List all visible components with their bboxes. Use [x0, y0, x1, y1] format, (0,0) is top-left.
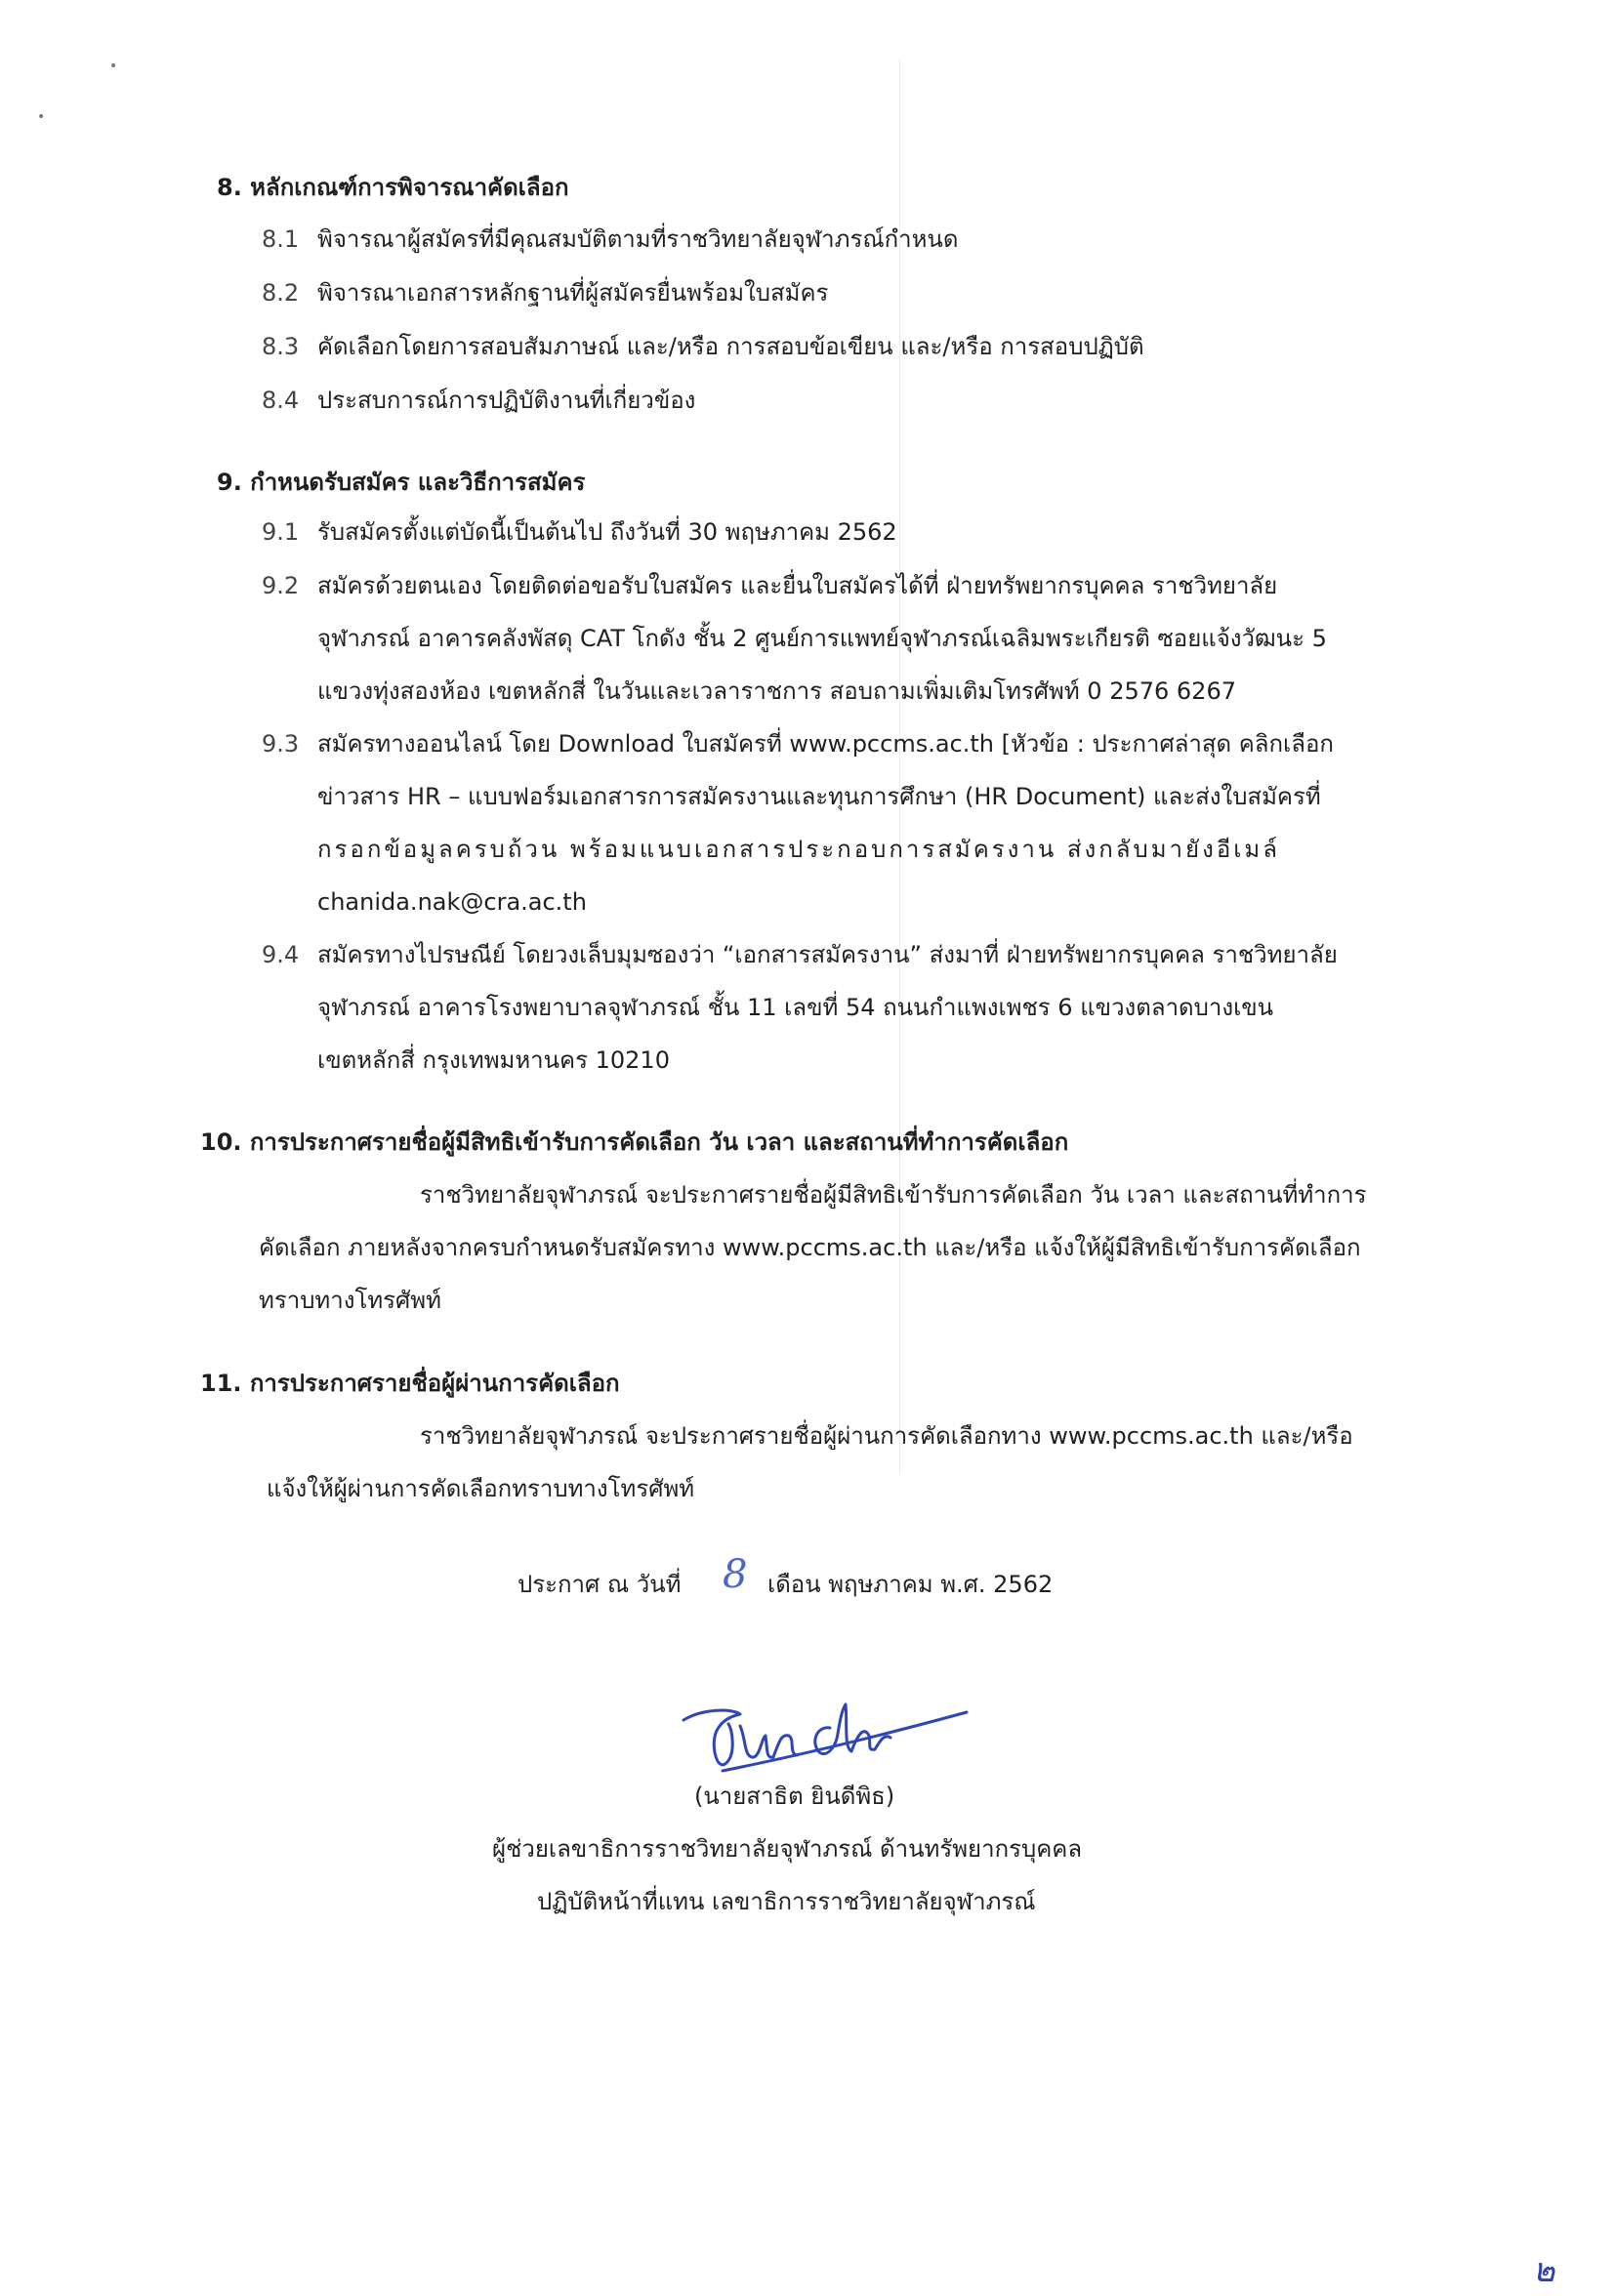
item-9-4-line-1: สมัครทางไปรษณีย์ โดยวงเล็บมุมซองว่า “เอกสารสมัครงาน” ส่งมาที่ ฝ่ายทรัพยากรบุคคล ราชวิทยาลัย	[317, 941, 1338, 968]
item-9-1-number: 9.1	[262, 518, 300, 546]
item-9-4-line-2: จุฬาภรณ์ อาคารโรงพยาบาลจุฬาภรณ์ ชั้น 11 เลขที่ 54 ถนนกำแพงเพชร 6 แขวงตลาดบางเขน	[317, 994, 1274, 1021]
item-8-2-number: 8.2	[262, 279, 300, 307]
item-9-2-number: 9.2	[262, 572, 300, 599]
item-9-3-email: chanida.nak@cra.ac.th	[317, 888, 587, 916]
section-10-heading: 10. การประกาศรายชื่อผู้มีสิทธิเข้ารับการคัดเลือก วัน เวลา และสถานที่ทำการคัดเลือก	[200, 1128, 1069, 1156]
item-9-3-line-3: กรอกข้อมูลครบถ้วน พร้อมแนบเอกสารประกอบการสมัครงาน ส่งกลับมายังอีเมล์	[317, 836, 1280, 863]
signatory-name: (นายสาธิต ยินดีพิธ)	[694, 1783, 895, 1810]
item-8-3-number: 8.3	[262, 333, 300, 360]
scan-speck: •	[109, 59, 118, 74]
section-11-line-1: ราชวิทยาลัยจุฬาภรณ์ จะประกาศรายชื่อผู้ผ่านการคัดเลือกทาง www.pccms.ac.th และ/หรือ	[420, 1422, 1353, 1450]
item-9-3-number: 9.3	[262, 730, 300, 758]
signature-image	[664, 1679, 986, 1786]
item-9-2-line-2: จุฬาภรณ์ อาคารคลังพัสดุ CAT โกดัง ชั้น 2 ศูนย์การแพทย์จุฬาภรณ์เฉลิมพระเกียรติ ซอยแจ้งวัฒนะ 5	[317, 625, 1327, 652]
announcement-day-handwritten: 8	[723, 1552, 748, 1597]
section-8-heading: 8. หลักเกณฑ์การพิจารณาคัดเลือก	[217, 174, 569, 201]
section-11-line-2: แจ้งให้ผู้ผ่านการคัดเลือกทราบทางโทรศัพท์	[267, 1475, 695, 1502]
item-9-1-text: รับสมัครตั้งแต่บัดนี้เป็นต้นไป ถึงวันที่ 30 พฤษภาคม 2562	[317, 518, 897, 546]
item-8-4-text: ประสบการณ์การปฏิบัติงานที่เกี่ยวข้อง	[317, 387, 696, 414]
section-9-heading: 9. กำหนดรับสมัคร และวิธีการสมัคร	[217, 469, 586, 496]
item-9-3-line-2: ข่าวสาร HR – แบบฟอร์มเอกสารการสมัครงานและทุนการศึกษา (HR Document) และส่งใบสมัครที่	[317, 783, 1321, 810]
announcement-suffix: เดือน พฤษภาคม พ.ศ. 2562	[767, 1571, 1054, 1598]
item-8-2-text: พิจารณาเอกสารหลักฐานที่ผู้สมัครยื่นพร้อมใบสมัคร	[317, 279, 829, 307]
page-number-handwritten: ๒	[1533, 2251, 1555, 2290]
announcement-prefix: ประกาศ ณ วันที่	[518, 1571, 682, 1598]
item-8-4-number: 8.4	[262, 387, 300, 414]
item-9-2-line-1: สมัครด้วยตนเอง โดยติดต่อขอรับใบสมัคร และยื่นใบสมัครได้ที่ ฝ่ายทรัพยากรบุคคล ราชวิทยาลัย	[317, 572, 1278, 599]
item-9-2-line-3: แขวงทุ่งสองห้อง เขตหลักสี่ ในวันและเวลาราชการ สอบถามเพิ่มเติมโทรศัพท์ 0 2576 6267	[317, 677, 1236, 705]
item-8-1-text: พิจารณาผู้สมัครที่มีคุณสมบัติตามที่ราชวิทยาลัยจุฬาภรณ์กำหนด	[317, 226, 959, 253]
item-8-3-text: คัดเลือกโดยการสอบสัมภาษณ์ และ/หรือ การสอบข้อเขียน และ/หรือ การสอบปฏิบัติ	[317, 333, 1144, 360]
section-10-line-3: ทราบทางโทรศัพท์	[259, 1287, 441, 1314]
section-10-line-1: ราชวิทยาลัยจุฬาภรณ์ จะประกาศรายชื่อผู้มีสิทธิเข้ารับการคัดเลือก วัน เวลา และสถานที่ทำการ	[420, 1181, 1367, 1209]
item-9-4-number: 9.4	[262, 941, 300, 968]
section-11-heading: 11. การประกาศรายชื่อผู้ผ่านการคัดเลือก	[200, 1370, 620, 1397]
scan-speck: •	[37, 109, 46, 125]
signatory-position-1: ผู้ช่วยเลขาธิการราชวิทยาลัยจุฬาภรณ์ ด้านทรัพยากรบุคคล	[492, 1835, 1083, 1863]
section-10-line-2: คัดเลือก ภายหลังจากครบกำหนดรับสมัครทาง www.pccms.ac.th และ/หรือ แจ้งให้ผู้มีสิทธิเข้ารับการคัดเลือก	[259, 1234, 1361, 1261]
item-9-3-line-1: สมัครทางออนไลน์ โดย Download ใบสมัครที่ www.pccms.ac.th [หัวข้อ : ประกาศล่าสุด คลิกเลือก	[317, 730, 1334, 758]
item-9-4-line-3: เขตหลักสี่ กรุงเทพมหานคร 10210	[317, 1046, 670, 1074]
signatory-position-2: ปฏิบัติหน้าที่แทน เลขาธิการราชวิทยาลัยจุฬาภรณ์	[537, 1888, 1036, 1915]
item-8-1-number: 8.1	[262, 226, 300, 253]
